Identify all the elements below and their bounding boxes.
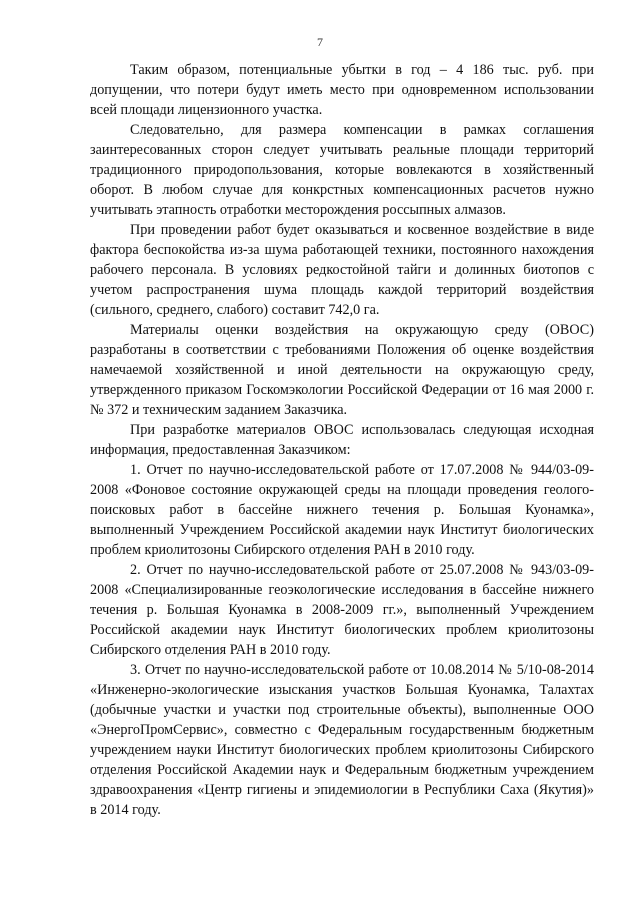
paragraph-indirect-impact: При проведении работ будет оказываться и косвенное воздействие в виде фактора беспокойства из-за шума работающей техники, постоянного нахождения рабочего персонала. В условиях редкостойной тайги и долинных биотопов с учетом распространения шума площадь каждой территорий воздействия (сильного, среднего, слабого) составит 742,0 га.	[90, 222, 594, 318]
page-number: 7	[317, 35, 323, 49]
list-item-report-1: 1. Отчет по научно-исследовательской работе от 17.07.2008 № 944/03-09-2008 «Фоновое состояние окружающей среды на площади проведения геолого-поисковых работ в бассейне нижнего течения р. Большая Куонамка», выполненный Учреждением Российской академии наук Институт биологических проблем криолитозоны Сибирского отделения РАН в 2010 году.	[90, 462, 594, 558]
list-item-report-2: 2. Отчет по научно-исследовательской работе от 25.07.2008 № 943/03-09-2008 «Специализированные геоэкологические исследования в бассейне нижнего течения р. Большая Куонамка в 2008-2009 гг.», выполненный Учреждением Российской академии наук Институт биологических проблем криолитозоны Сибирского отделения РАН в 2010 году.	[90, 562, 594, 658]
paragraph-compensation: Следовательно, для размера компенсации в рамках соглашения заинтересованных сторон следует учитывать реальные площади территорий традиционного природопользования, которые вовлекаются в хозяйственный оборот. В любом случае для конкрстных компенсационных расчетов нужно учитывать этапность отработки месторождения россыпных алмазов.	[90, 122, 594, 218]
document-body	[90, 60, 594, 820]
list-item-report-3: 3. Отчет по научно-исследовательской работе от 10.08.2014 № 5/10-08-2014 «Инженерно-экологические изыскания участков Большая Куонамка, Талахтах (добычные участки и участки под строительные объекты), выполненные ООО «ЭнергоПромСервис», совместно с Федеральным государственным бюджетным учреждением науки Институт биологических проблем криолитозоны Сибирского отделения Российской Академии наук и Федеральным бюджетным учреждением здравоохранения «Центр гигиены и эпидемиологии в Республики Саха (Якутия)» в 2014 году.	[90, 662, 594, 818]
paragraph-losses: Таким образом, потенциальные убытки в год – 4 186 тыс. руб. при допущении, что потери будут иметь место при одновременном использовании всей площади лицензионного участка.	[90, 62, 594, 118]
paragraph-ovos-materials: Материалы оценки воздействия на окружающую среду (ОВОС) разработаны в соответствии с требованиями Положения об оценке воздействия намечаемой хозяйственной и иной деятельности на окружающую среду, утвержденного приказом Госкомэкологии Российской Федерации от 16 мая 2000 г. № 372 и техническим заданием Заказчика.	[90, 322, 594, 418]
paragraph-source-info: При разработке материалов ОВОС использовалась следующая исходная информация, предоставленная Заказчиком:	[90, 422, 594, 458]
